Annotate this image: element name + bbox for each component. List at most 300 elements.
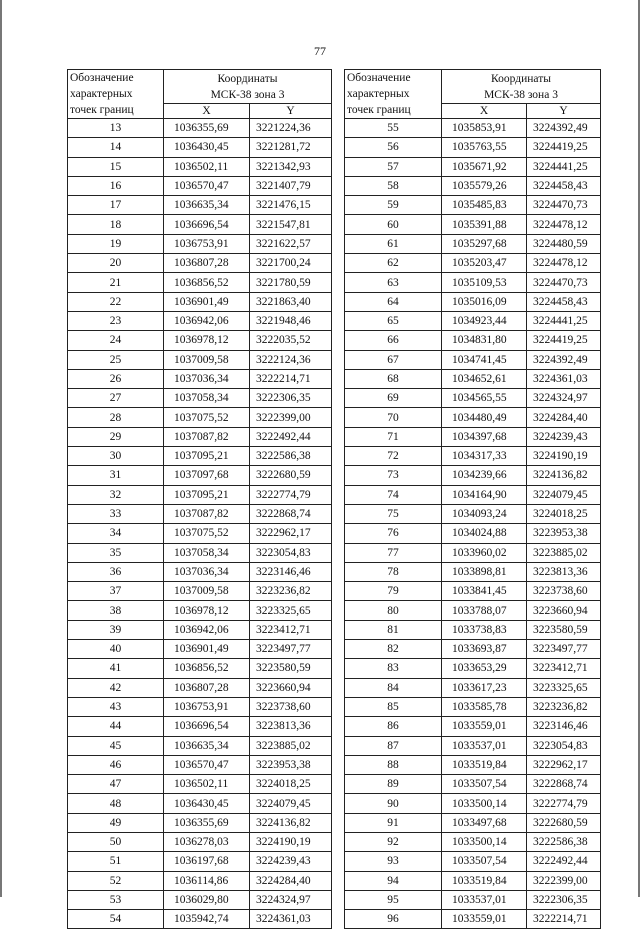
point-number-cell: 89 xyxy=(345,775,442,794)
table-row xyxy=(68,910,332,929)
point-number-cell: 91 xyxy=(345,813,442,832)
point-number-cell: 68 xyxy=(345,369,442,388)
point-number-cell: 50 xyxy=(68,832,164,851)
y-coordinate-cell: 3224284,40 xyxy=(250,871,332,890)
table-row xyxy=(345,871,601,890)
y-coordinate-cell: 3223885,02 xyxy=(250,736,332,755)
y-coordinate-cell: 3223412,71 xyxy=(250,620,332,639)
y-coordinate-cell: 3224239,43 xyxy=(250,852,332,871)
table-row xyxy=(345,350,601,369)
point-number-cell: 80 xyxy=(345,601,442,620)
point-number-cell: 13 xyxy=(68,119,164,138)
header-line: Координаты xyxy=(491,72,551,85)
table-row xyxy=(68,755,332,774)
x-coordinate-cell: 1036696,54 xyxy=(164,717,250,736)
x-coordinate-cell: 1037095,21 xyxy=(164,447,250,466)
point-number-cell: 76 xyxy=(345,524,442,543)
table-row xyxy=(68,292,332,311)
point-number-cell: 70 xyxy=(345,408,442,427)
x-coordinate-cell: 1036807,28 xyxy=(164,678,250,697)
x-coordinate-cell: 1036696,54 xyxy=(164,215,250,234)
table-row xyxy=(345,273,601,292)
table-row xyxy=(68,466,332,485)
y-coordinate-cell: 3223146,46 xyxy=(250,562,332,581)
point-number-cell: 59 xyxy=(345,196,442,215)
y-coordinate-cell: 3223497,77 xyxy=(527,640,601,659)
x-coordinate-cell: 1037087,82 xyxy=(164,504,250,523)
y-coordinate-cell: 3222399,00 xyxy=(527,871,601,890)
x-coordinate-cell: 1036197,68 xyxy=(164,852,250,871)
point-number-cell: 62 xyxy=(345,254,442,273)
x-coordinate-cell: 1033507,54 xyxy=(442,775,527,794)
table-row xyxy=(68,736,332,755)
table-row xyxy=(68,794,332,813)
x-coordinate-cell: 1037095,21 xyxy=(164,485,250,504)
table-row xyxy=(68,582,332,601)
header-line: точек границ xyxy=(347,104,411,116)
table-row xyxy=(68,447,332,466)
point-number-cell: 27 xyxy=(68,389,164,408)
x-coordinate-cell: 1035016,09 xyxy=(442,292,527,311)
y-coordinate-cell: 3224324,97 xyxy=(250,890,332,909)
coordinates-table-left xyxy=(67,69,332,929)
y-coordinate-cell: 3224079,45 xyxy=(527,485,601,504)
point-number-cell: 15 xyxy=(68,157,164,176)
y-coordinate-cell: 3223660,94 xyxy=(250,678,332,697)
point-number-cell: 93 xyxy=(345,852,442,871)
y-coordinate-cell: 3223738,60 xyxy=(527,582,601,601)
point-number-cell: 94 xyxy=(345,871,442,890)
table-row xyxy=(345,890,601,909)
point-number-cell: 28 xyxy=(68,408,164,427)
header-line: Обозначение xyxy=(70,72,134,84)
x-coordinate-cell: 1036430,45 xyxy=(164,794,250,813)
x-coordinate-cell: 1036430,45 xyxy=(164,138,250,157)
x-coordinate-cell: 1037097,68 xyxy=(164,466,250,485)
header-line: МСК-38 зона 3 xyxy=(210,88,285,101)
y-coordinate-cell: 3223325,65 xyxy=(527,678,601,697)
point-number-cell: 54 xyxy=(68,910,164,929)
table-row xyxy=(345,138,601,157)
table-row xyxy=(68,678,332,697)
x-coordinate-cell: 1037036,34 xyxy=(164,369,250,388)
point-number-cell: 21 xyxy=(68,273,164,292)
scan-edge-left xyxy=(0,0,2,897)
x-coordinate-cell: 1036355,69 xyxy=(164,813,250,832)
table-row xyxy=(68,775,332,794)
table-row xyxy=(345,408,601,427)
table-row xyxy=(345,640,601,659)
y-coordinate-cell: 3224470,73 xyxy=(527,196,601,215)
table-row xyxy=(345,524,601,543)
point-number-cell: 63 xyxy=(345,273,442,292)
x-coordinate-cell: 1036029,80 xyxy=(164,890,250,909)
y-coordinate-cell: 3224478,12 xyxy=(527,215,601,234)
x-coordinate-cell: 1033519,84 xyxy=(442,871,527,890)
x-coordinate-cell: 1033497,68 xyxy=(442,813,527,832)
table-row xyxy=(68,640,332,659)
point-number-cell: 26 xyxy=(68,369,164,388)
y-coordinate-cell: 3223325,65 xyxy=(250,601,332,620)
x-coordinate-cell: 1035485,83 xyxy=(442,196,527,215)
table-row xyxy=(345,234,601,253)
point-number-cell: 33 xyxy=(68,504,164,523)
table-row xyxy=(68,369,332,388)
point-number-cell: 66 xyxy=(345,331,442,350)
x-coordinate-cell: 1036901,49 xyxy=(164,640,250,659)
point-number-cell: 31 xyxy=(68,466,164,485)
y-coordinate-cell: 3221622,57 xyxy=(250,234,332,253)
y-coordinate-cell: 3223813,36 xyxy=(250,717,332,736)
point-number-cell: 86 xyxy=(345,717,442,736)
x-coordinate-cell: 1036570,47 xyxy=(164,755,250,774)
point-number-cell: 40 xyxy=(68,640,164,659)
point-number-cell: 81 xyxy=(345,620,442,639)
x-coordinate-cell: 1033738,83 xyxy=(442,620,527,639)
x-coordinate-cell: 1036753,91 xyxy=(164,697,250,716)
y-coordinate-cell: 3222962,17 xyxy=(527,755,601,774)
x-coordinate-cell: 1033653,29 xyxy=(442,659,527,678)
x-coordinate-cell: 1034565,55 xyxy=(442,389,527,408)
x-coordinate-cell: 1033559,01 xyxy=(442,717,527,736)
x-coordinate-cell: 1034317,33 xyxy=(442,447,527,466)
point-number-cell: 58 xyxy=(345,176,442,195)
y-coordinate-cell: 3222868,74 xyxy=(527,775,601,794)
x-coordinate-cell: 1037075,52 xyxy=(164,524,250,543)
table-row xyxy=(345,485,601,504)
y-coordinate-cell: 3224458,43 xyxy=(527,292,601,311)
coordinates-rows xyxy=(68,119,332,929)
x-coordinate-cell: 1036942,06 xyxy=(164,620,250,639)
y-coordinate-cell: 3221224,36 xyxy=(250,119,332,138)
x-coordinate-cell: 1036278,03 xyxy=(164,832,250,851)
y-coordinate-cell: 3224079,45 xyxy=(250,794,332,813)
x-coordinate-cell: 1033693,87 xyxy=(442,640,527,659)
table-row xyxy=(345,601,601,620)
x-coordinate-cell: 1036901,49 xyxy=(164,292,250,311)
x-coordinate-cell: 1035579,26 xyxy=(442,176,527,195)
table-row xyxy=(345,157,601,176)
table-row xyxy=(68,524,332,543)
table-row xyxy=(68,717,332,736)
y-coordinate-cell: 3223813,36 xyxy=(527,562,601,581)
y-coordinate-cell: 3223497,77 xyxy=(250,640,332,659)
table-row xyxy=(68,176,332,195)
x-coordinate-cell: 1033960,02 xyxy=(442,543,527,562)
table-row xyxy=(345,504,601,523)
x-coordinate-cell: 1033537,01 xyxy=(442,736,527,755)
table-row xyxy=(68,620,332,639)
table-row xyxy=(68,273,332,292)
point-number-cell: 19 xyxy=(68,234,164,253)
table-row xyxy=(68,215,332,234)
x-coordinate-cell: 1036570,47 xyxy=(164,176,250,195)
point-number-cell: 52 xyxy=(68,871,164,890)
point-number-cell: 51 xyxy=(68,852,164,871)
x-coordinate-cell: 1033585,78 xyxy=(442,697,527,716)
point-number-cell: 78 xyxy=(345,562,442,581)
point-number-cell: 25 xyxy=(68,350,164,369)
point-number-cell: 49 xyxy=(68,813,164,832)
x-coordinate-cell: 1034093,24 xyxy=(442,504,527,523)
y-coordinate-cell: 3223054,83 xyxy=(527,736,601,755)
y-coordinate-cell: 3222124,36 xyxy=(250,350,332,369)
table-row xyxy=(345,369,601,388)
point-number-cell: 82 xyxy=(345,640,442,659)
point-number-cell: 46 xyxy=(68,755,164,774)
x-coordinate-cell: 1034164,90 xyxy=(442,485,527,504)
y-coordinate-cell: 3223054,83 xyxy=(250,543,332,562)
y-coordinate-cell: 3224018,25 xyxy=(250,775,332,794)
x-coordinate-cell: 1035671,92 xyxy=(442,157,527,176)
x-coordinate-cell: 1034397,68 xyxy=(442,427,527,446)
point-number-cell: 57 xyxy=(345,157,442,176)
table-row xyxy=(68,331,332,350)
point-number-cell: 44 xyxy=(68,717,164,736)
y-coordinate-cell: 3224190,19 xyxy=(527,447,601,466)
x-coordinate-cell: 1033617,23 xyxy=(442,678,527,697)
point-number-cell: 61 xyxy=(345,234,442,253)
point-number-cell: 47 xyxy=(68,775,164,794)
table-row xyxy=(345,196,601,215)
table-row xyxy=(68,504,332,523)
y-coordinate-cell: 3223885,02 xyxy=(527,543,601,562)
point-number-cell: 74 xyxy=(345,485,442,504)
point-number-cell: 34 xyxy=(68,524,164,543)
table-row xyxy=(345,736,601,755)
header-line: МСК-38 зона 3 xyxy=(484,88,558,101)
point-number-cell: 75 xyxy=(345,504,442,523)
x-coordinate-cell: 1037009,58 xyxy=(164,350,250,369)
table-row xyxy=(68,813,332,832)
table-row xyxy=(68,234,332,253)
table-row xyxy=(68,832,332,851)
y-coordinate-cell: 3221476,15 xyxy=(250,196,332,215)
y-coordinate-cell: 3221547,81 xyxy=(250,215,332,234)
y-coordinate-cell: 3222774,79 xyxy=(250,485,332,504)
point-number-cell: 14 xyxy=(68,138,164,157)
y-coordinate-cell: 3221863,40 xyxy=(250,292,332,311)
y-coordinate-cell: 3223953,38 xyxy=(527,524,601,543)
x-coordinate-cell: 1036807,28 xyxy=(164,254,250,273)
header-line: точек границ xyxy=(70,104,134,116)
y-coordinate-cell: 3224018,25 xyxy=(527,504,601,523)
y-coordinate-cell: 3224239,43 xyxy=(527,427,601,446)
point-number-cell: 24 xyxy=(68,331,164,350)
table-row xyxy=(68,138,332,157)
table-row xyxy=(68,427,332,446)
y-coordinate-cell: 3224284,40 xyxy=(527,408,601,427)
y-coordinate-cell: 3224361,03 xyxy=(527,369,601,388)
table-row xyxy=(68,852,332,871)
table-row xyxy=(345,620,601,639)
y-coordinate-cell: 3223146,46 xyxy=(527,717,601,736)
x-coordinate-cell: 1036635,34 xyxy=(164,736,250,755)
point-number-cell: 77 xyxy=(345,543,442,562)
y-coordinate-cell: 3222035,52 xyxy=(250,331,332,350)
point-number-cell: 55 xyxy=(345,119,442,138)
y-coordinate-cell: 3222214,71 xyxy=(527,910,601,929)
table-row xyxy=(345,659,601,678)
table-row xyxy=(345,427,601,446)
table-row xyxy=(345,582,601,601)
table-row xyxy=(345,543,601,562)
y-coordinate-cell: 3223738,60 xyxy=(250,697,332,716)
point-number-cell: 36 xyxy=(68,562,164,581)
y-coordinate-cell: 3222680,59 xyxy=(250,466,332,485)
x-coordinate-cell: 1036856,52 xyxy=(164,273,250,292)
table-row xyxy=(345,562,601,581)
y-coordinate-cell: 3223580,59 xyxy=(527,620,601,639)
x-coordinate-cell: 1036114,86 xyxy=(164,871,250,890)
point-number-cell: 87 xyxy=(345,736,442,755)
table-row xyxy=(345,678,601,697)
y-coordinate-cell: 3224392,49 xyxy=(527,350,601,369)
x-coordinate-cell: 1034923,44 xyxy=(442,311,527,330)
table-row xyxy=(345,292,601,311)
y-coordinate-cell: 3224361,03 xyxy=(250,910,332,929)
point-number-cell: 41 xyxy=(68,659,164,678)
table-row xyxy=(345,794,601,813)
x-coordinate-cell: 1034239,66 xyxy=(442,466,527,485)
x-coordinate-cell: 1036355,69 xyxy=(164,119,250,138)
y-coordinate-cell: 3222962,17 xyxy=(250,524,332,543)
table-row xyxy=(345,331,601,350)
point-number-cell: 95 xyxy=(345,890,442,909)
x-coordinate-cell: 1037036,34 xyxy=(164,562,250,581)
x-coordinate-cell: 1037009,58 xyxy=(164,582,250,601)
x-coordinate-cell: 1033507,54 xyxy=(442,852,527,871)
page-number: 77 xyxy=(314,44,326,58)
table-row xyxy=(345,852,601,871)
y-coordinate-cell: 3224478,12 xyxy=(527,254,601,273)
y-coordinate-cell: 3223580,59 xyxy=(250,659,332,678)
point-number-cell: 88 xyxy=(345,755,442,774)
x-coordinate-cell: 1033841,45 xyxy=(442,582,527,601)
x-coordinate-cell: 1035109,53 xyxy=(442,273,527,292)
x-coordinate-cell: 1034652,61 xyxy=(442,369,527,388)
point-number-cell: 60 xyxy=(345,215,442,234)
x-column-header: X xyxy=(164,104,250,119)
y-coordinate-cell: 3223953,38 xyxy=(250,755,332,774)
point-number-cell: 79 xyxy=(345,582,442,601)
x-coordinate-cell: 1036978,12 xyxy=(164,601,250,620)
y-coordinate-cell: 3224419,25 xyxy=(527,331,601,350)
point-number-cell: 72 xyxy=(345,447,442,466)
x-coordinate-cell: 1033537,01 xyxy=(442,890,527,909)
x-coordinate-cell: 1035853,91 xyxy=(442,119,527,138)
y-coordinate-cell: 3222586,38 xyxy=(250,447,332,466)
y-coordinate-cell: 3224470,73 xyxy=(527,273,601,292)
point-number-cell: 43 xyxy=(68,697,164,716)
y-coordinate-cell: 3223236,82 xyxy=(527,697,601,716)
y-coordinate-cell: 3222306,35 xyxy=(250,389,332,408)
table-row xyxy=(68,485,332,504)
table-row xyxy=(68,601,332,620)
point-number-cell: 64 xyxy=(345,292,442,311)
y-coordinate-cell: 3224480,59 xyxy=(527,234,601,253)
point-number-cell: 29 xyxy=(68,427,164,446)
y-coordinate-cell: 3221780,59 xyxy=(250,273,332,292)
table-row xyxy=(68,562,332,581)
table-row xyxy=(345,755,601,774)
point-number-cell: 71 xyxy=(345,427,442,446)
y-coordinate-cell: 3224441,25 xyxy=(527,157,601,176)
y-coordinate-cell: 3221342,93 xyxy=(250,157,332,176)
x-coordinate-cell: 1033559,01 xyxy=(442,910,527,929)
y-coordinate-cell: 3222492,44 xyxy=(250,427,332,446)
y-coordinate-cell: 3224458,43 xyxy=(527,176,601,195)
coordinates-rows xyxy=(345,119,601,929)
y-coordinate-cell: 3223412,71 xyxy=(527,659,601,678)
coordinates-header xyxy=(442,70,601,104)
point-number-cell: 67 xyxy=(345,350,442,369)
point-number-cell: 37 xyxy=(68,582,164,601)
x-coordinate-cell: 1034024,88 xyxy=(442,524,527,543)
table-row xyxy=(68,408,332,427)
table-row xyxy=(345,311,601,330)
point-number-cell: 69 xyxy=(345,389,442,408)
y-coordinate-cell: 3222586,38 xyxy=(527,832,601,851)
x-coordinate-cell: 1034831,80 xyxy=(442,331,527,350)
point-number-cell: 22 xyxy=(68,292,164,311)
header-line: Координаты xyxy=(217,72,278,85)
point-designation-header xyxy=(345,70,442,119)
point-number-cell: 20 xyxy=(68,254,164,273)
point-number-cell: 32 xyxy=(68,485,164,504)
table-row xyxy=(345,254,601,273)
x-coordinate-cell: 1036635,34 xyxy=(164,196,250,215)
table-row xyxy=(68,254,332,273)
point-number-cell: 84 xyxy=(345,678,442,697)
x-coordinate-cell: 1035203,47 xyxy=(442,254,527,273)
y-coordinate-cell: 3222680,59 xyxy=(527,813,601,832)
y-coordinate-cell: 3224136,82 xyxy=(250,813,332,832)
y-coordinate-cell: 3222774,79 xyxy=(527,794,601,813)
x-coordinate-cell: 1035391,88 xyxy=(442,215,527,234)
x-coordinate-cell: 1036502,11 xyxy=(164,157,250,176)
x-coordinate-cell: 1035942,74 xyxy=(164,910,250,929)
coordinates-header xyxy=(164,70,332,104)
y-coordinate-cell: 3221700,24 xyxy=(250,254,332,273)
header-line: характерных xyxy=(347,88,410,100)
table-row xyxy=(345,215,601,234)
point-number-cell: 92 xyxy=(345,832,442,851)
x-coordinate-cell: 1033788,07 xyxy=(442,601,527,620)
x-column-header: X xyxy=(442,104,527,119)
x-coordinate-cell: 1036502,11 xyxy=(164,775,250,794)
point-number-cell: 85 xyxy=(345,697,442,716)
point-number-cell: 56 xyxy=(345,138,442,157)
table-row xyxy=(345,775,601,794)
x-coordinate-cell: 1037058,34 xyxy=(164,543,250,562)
table-row xyxy=(68,119,332,138)
point-number-cell: 73 xyxy=(345,466,442,485)
y-coordinate-cell: 3224419,25 xyxy=(527,138,601,157)
x-coordinate-cell: 1036942,06 xyxy=(164,311,250,330)
point-number-cell: 17 xyxy=(68,196,164,215)
y-coordinate-cell: 3224136,82 xyxy=(527,466,601,485)
coordinates-table-right xyxy=(344,69,601,929)
header-line: характерных xyxy=(70,88,133,100)
point-number-cell: 90 xyxy=(345,794,442,813)
point-number-cell: 35 xyxy=(68,543,164,562)
table-row xyxy=(68,697,332,716)
table-row xyxy=(68,196,332,215)
table-row xyxy=(68,311,332,330)
y-coordinate-cell: 3222399,00 xyxy=(250,408,332,427)
table-row xyxy=(345,119,601,138)
